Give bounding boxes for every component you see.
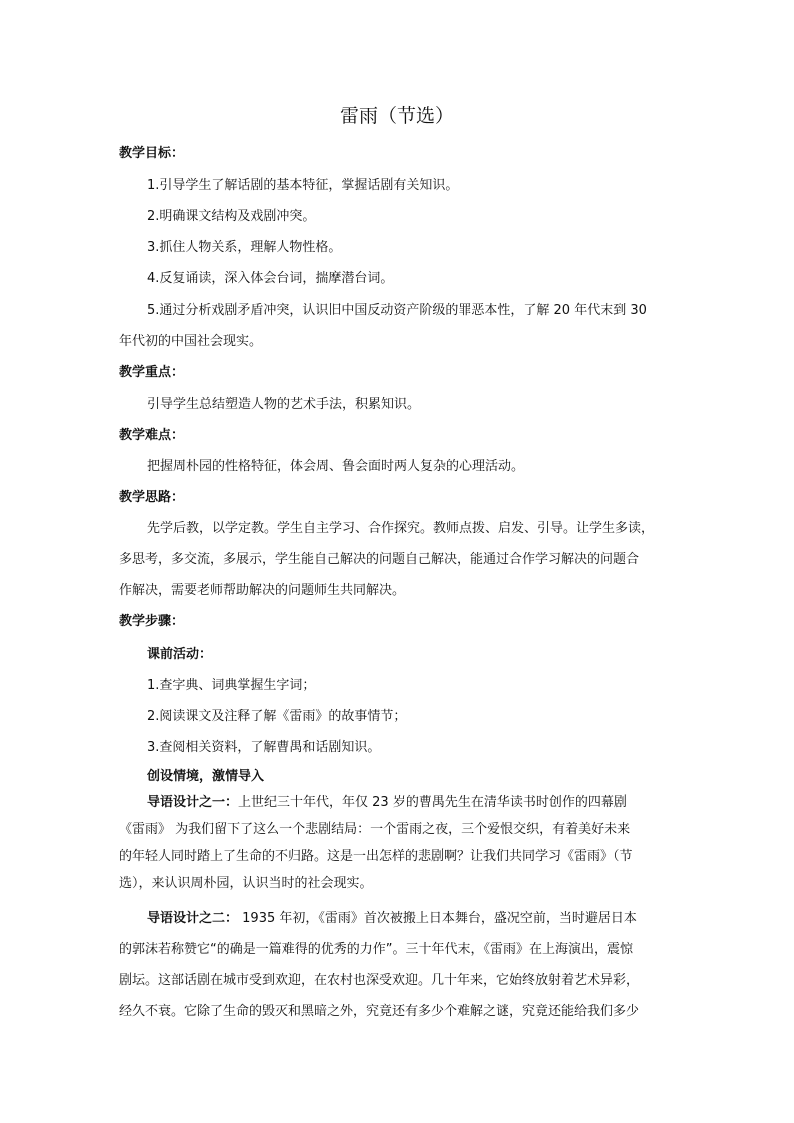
objective-item-1: 1.引导学生了解话剧的基本特征，掌握话剧有关知识。 — [147, 178, 459, 193]
intro2-line-1 — [147, 909, 637, 929]
objective-item-3: 3.抓住人物关系，理解人物性格。 — [147, 240, 342, 255]
objective-item-2: 2.明确课文结构及戏剧冲突。 — [147, 209, 316, 224]
intro1-line-4: 选），来认识周朴园，认识当时的社会现实。 — [119, 876, 373, 891]
difficulty-heading: 教学难点： — [119, 428, 185, 443]
intro1-line-1 — [147, 793, 627, 813]
objective-item-5-continued: 年代初的中国社会现实。 — [119, 334, 263, 349]
intro-heading: 创设情境，激情导入 — [147, 769, 265, 784]
objective-item-4: 4.反复诵读，深入体会台词，揣摩潜台词。 — [147, 271, 394, 286]
document-title: 雷雨（节选） — [339, 105, 454, 127]
key-point-text: 引导学生总结塑造人物的艺术手法，积累知识。 — [147, 397, 421, 412]
pre-class-item-2: 2.阅读课文及注释了解《雷雨》的故事情节； — [147, 709, 407, 724]
intro1-text: 上世纪三十年代，年仅 23 岁的曹禺先生在清华读书时创作的四幕剧 — [238, 795, 627, 810]
intro1-line-3: 的年轻人同时踏上了生命的不归路。这是一出怎样的悲剧啊？让我们共同学习《雷雨》（节 — [119, 849, 633, 864]
intro2-text: 1935 年初，《雷雨》首次被搬上日本舞台，盛况空前，当时避居日本 — [238, 911, 637, 926]
intro2-label: 导语设计之二： — [147, 911, 239, 926]
intro2-line-2: 的郭沫若称赞它“的确是一篇难得的优秀的力作”。三十年代末，《雷雨》在上海演出，震惊 — [119, 942, 633, 957]
approach-heading: 教学思路： — [119, 490, 185, 505]
pre-class-item-3: 3.查阅相关资料，了解曹禺和话剧知识。 — [147, 740, 381, 755]
steps-heading: 教学步骤： — [119, 614, 185, 629]
objectives-heading: 教学目标： — [119, 146, 185, 161]
approach-line-3: 作解决，需要老师帮助解决的问题师生共同解决。 — [119, 583, 406, 598]
approach-line-1: 先学后教，以学定教。学生自主学习、合作探究。教师点拨、启发、引导。让学生多读， — [147, 521, 655, 536]
approach-line-2: 多思考，多交流，多展示，学生能自己解决的问题自己解决，能通过合作学习解决的问题合 — [119, 552, 640, 567]
intro1-label: 导语设计之一： — [147, 795, 239, 810]
objective-item-5: 5.通过分析戏剧矛盾冲突，认识旧中国反动资产阶级的罪恶本性，了解 20 年代末到 30 — [147, 303, 647, 318]
intro2-line-4: 经久不衰。它除了生命的毁灭和黑暗之外，究竟还有多少个难解之谜，究竟还能给我们多少 — [119, 1004, 640, 1019]
intro2-line-3: 剧坛。这部话剧在城市受到欢迎，在农村也深受欢迎。几十年来，它始终放射着艺术异彩， — [119, 973, 640, 988]
difficulty-text: 把握周朴园的性格特征，体会周、鲁会面时两人复杂的心理活动。 — [147, 459, 525, 474]
pre-class-item-1: 1.查字典、词典掌握生字词； — [147, 678, 316, 693]
intro1-line-2: 《雷雨》 为我们留下了这么一个悲剧结局：一个雷雨之夜，三个爱恨交织，有着美好未来 — [119, 822, 631, 837]
key-point-heading: 教学重点： — [119, 365, 185, 380]
pre-class-heading: 课前活动： — [147, 647, 213, 662]
